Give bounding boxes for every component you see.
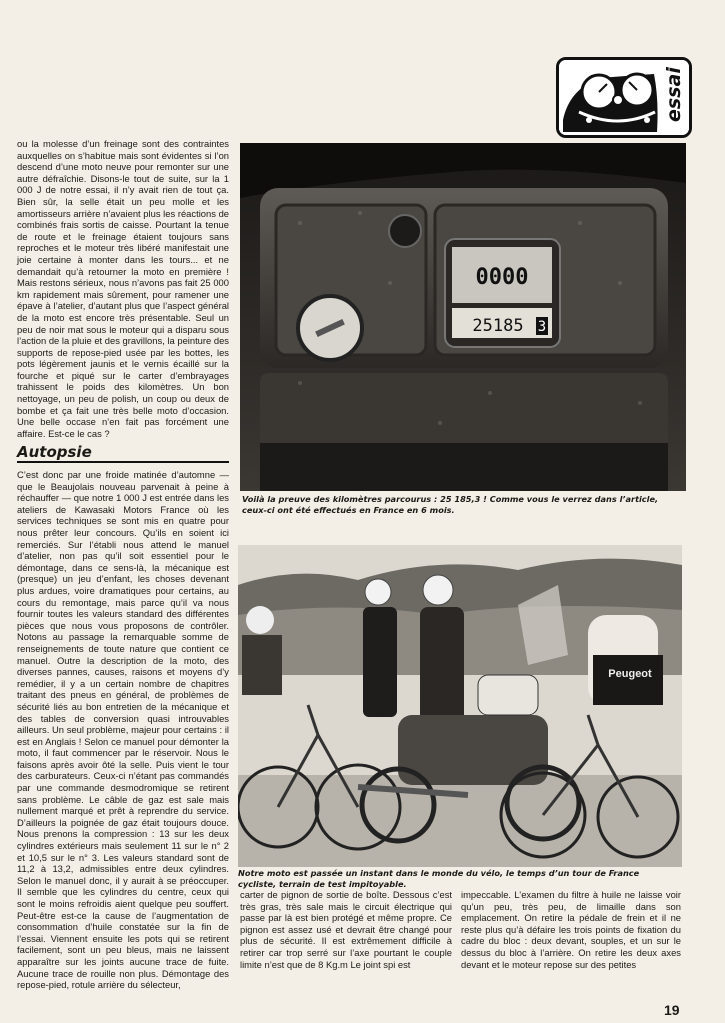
bottom-middle-column: carter de pignon de sortie de boîte. Dessous c’est très gras, très sale mais le circuit électrique qui passe par là est bien protégé et même propre. Ce pignon est assez usé et devrait être changé pour plus de sécurité. Il est extrêmement difficile à retirer car trop serré sur l’axe pourtant le couple limite n’est que de 8 Kg.m Le joint spi est xyxy=(240,889,452,970)
odometer-caption: Voilà la preuve des kilomètres parcourus : 25 185,3 ! Comme vous le verrez dans l’article, ceux-ci ont été effectués en France en 6 mois. xyxy=(242,494,659,515)
page-number: 19 xyxy=(664,1002,680,1018)
intro-paragraph: ou la molesse d’un freinage sont des contraintes auxquelles on s’habitue mais sont évidentes si l’on descend d’une moto neuve pour remonter sur une autre défraîchie. Disons-le tout de suite, sur la 1 000 J de notre essai, il n’y avait rien de tout ça. Bien sûr, la selle était un peu molle et les amortisseurs arrière n’avaient plus les réactions de combinés frais sortis de caisse. Pourtant la tenue de route et le freinage étaient toujours sans reproches et le moteur très libéré manifestait une joie certaine à monter dans les tours... et ne demandait qu’à retourner la moto en première ! Mais restons sérieux, nous n’avons pas fait 25 000 km rapidement mais sûrement, pour ramener une épave à l’atelier, d’autant plus que l’aspect général de la moto est encore très présentable. Seul un peu de noir mat sous le moteur qui a disparu sous l’action de la pluie et des gravillons, la peinture des supports de repose-pied usée par les bottes, les pots légèrement jaunis et le vernis écaillé sur la fourche et piqué sur le carter d’embrayages trahissent le poids des kilomètres. Un bon nettoyage, un peu de polish, un coup ou deux de bombe et ça fait une très belle moto d’occasion. Une belle occase n’en fait pas forcément une affaire. Est-ce le cas ? xyxy=(17,138,229,439)
essai-logo xyxy=(556,57,692,138)
odometer-digits: 0000 xyxy=(475,265,529,290)
section-heading: Autopsie xyxy=(17,447,229,463)
logo-word: essai xyxy=(663,67,685,123)
trip-decimal: 3 xyxy=(537,319,547,335)
left-column xyxy=(17,138,229,991)
odometer-illustration xyxy=(240,143,686,491)
cycling-caption: Notre moto est passée un instant dans le monde du vélo, le temps d’un tour de France cycliste, terrain de test impitoyable. xyxy=(238,868,640,889)
bottom-right-column: impeccable. L’examen du filtre à huile ne laisse voir qu’un peu, très peu, de limaille dans son emplacement. On retire la pédale de frein et il ne reste plus qu’à défaire les trois points de fixation du cadre du bloc : deux devant, souples, et un sur le dessus du bloc à l’arrière. On retire les deux axes devant et le moteur repose sur des petites xyxy=(461,889,681,970)
autopsie-paragraph: C’est donc par une froide matinée d’automne — que le Beaujolais nouveau parvenait à peine à réchauffer — que notre 1 000 J est entrée dans les ateliers de Kawasaki Motors France où les services techniques se sont mis en quatre pour nous prêter leur concours. Qu’ils en soient ici remerciés. Sur l’établi nous attend le manuel d’atelier, non pas qu’il soit essentiel pour le démontage, dans ce sens-là, la mécanique est (presque) un jeu d’enfant, les choses devenant plus ardues, voire dramatiques pour certains, au cours du remontage, mais parce qu’il va nous fournir toutes les valeurs standard des différentes pièces que nous vous proposons de contrôler. Notons au passage la remarquable somme de renseignements de toute nature que contient ce manuel. Outre la description de la moto, des diverses pannes, causes, raisons et moyens d’y remédier, il y a un certain nombre de chapitres traitant des pneus en général, de problèmes de sécurité liés au bon entretien de la mécanique et des tables de conversion quasi introuvables ailleurs. Un seul problème, majeur pour certains : il est en Anglais ! Selon ce manuel pour démonter la moto, il faut commencer par le réservoir. Nous le faisons après avoir ôté la selle. Puis vient le tour des carburateurs. Ceux-ci n’étant pas commandés par une commande desmodromique se retirent sans problème. Le câble de gaz est sale mais nullement marqué et prêt à reprendre du service. D’ailleurs la poignée de gaz était toujours douce. Nous prenons la compression : 13 sur les deux cylindres extérieurs mais seulement 11 sur le n° 2 et 10,5 sur le n° 3. Les valeurs standard sont de 11,2 à 13,2, admissibles entre deux cylindres. Selon le manuel donc, il y aurait à se préoccuper. Il semble que les cylindres du centre, ceux qui sont le moins refroidis aient quelque peu souffert. Peut-être est-ce la cause de l’augmentation de consommation d’huile constatée sur la fin de l’essai. Viennent ensuite les pots qui se retirent facilement, sont un peu bleus, mais ne laissent apparaître sur les joints aucune trace de fuite. Aucune trace de rouille non plus. Démontage des repose-pied, rotule arrière du sélecteur, xyxy=(17,469,229,991)
odometer-photo xyxy=(240,143,686,491)
jersey-text: Peugeot xyxy=(608,668,652,680)
cycling-illustration xyxy=(238,545,682,867)
trip-digits: 25185 xyxy=(472,316,524,336)
cycling-photo xyxy=(238,545,682,867)
